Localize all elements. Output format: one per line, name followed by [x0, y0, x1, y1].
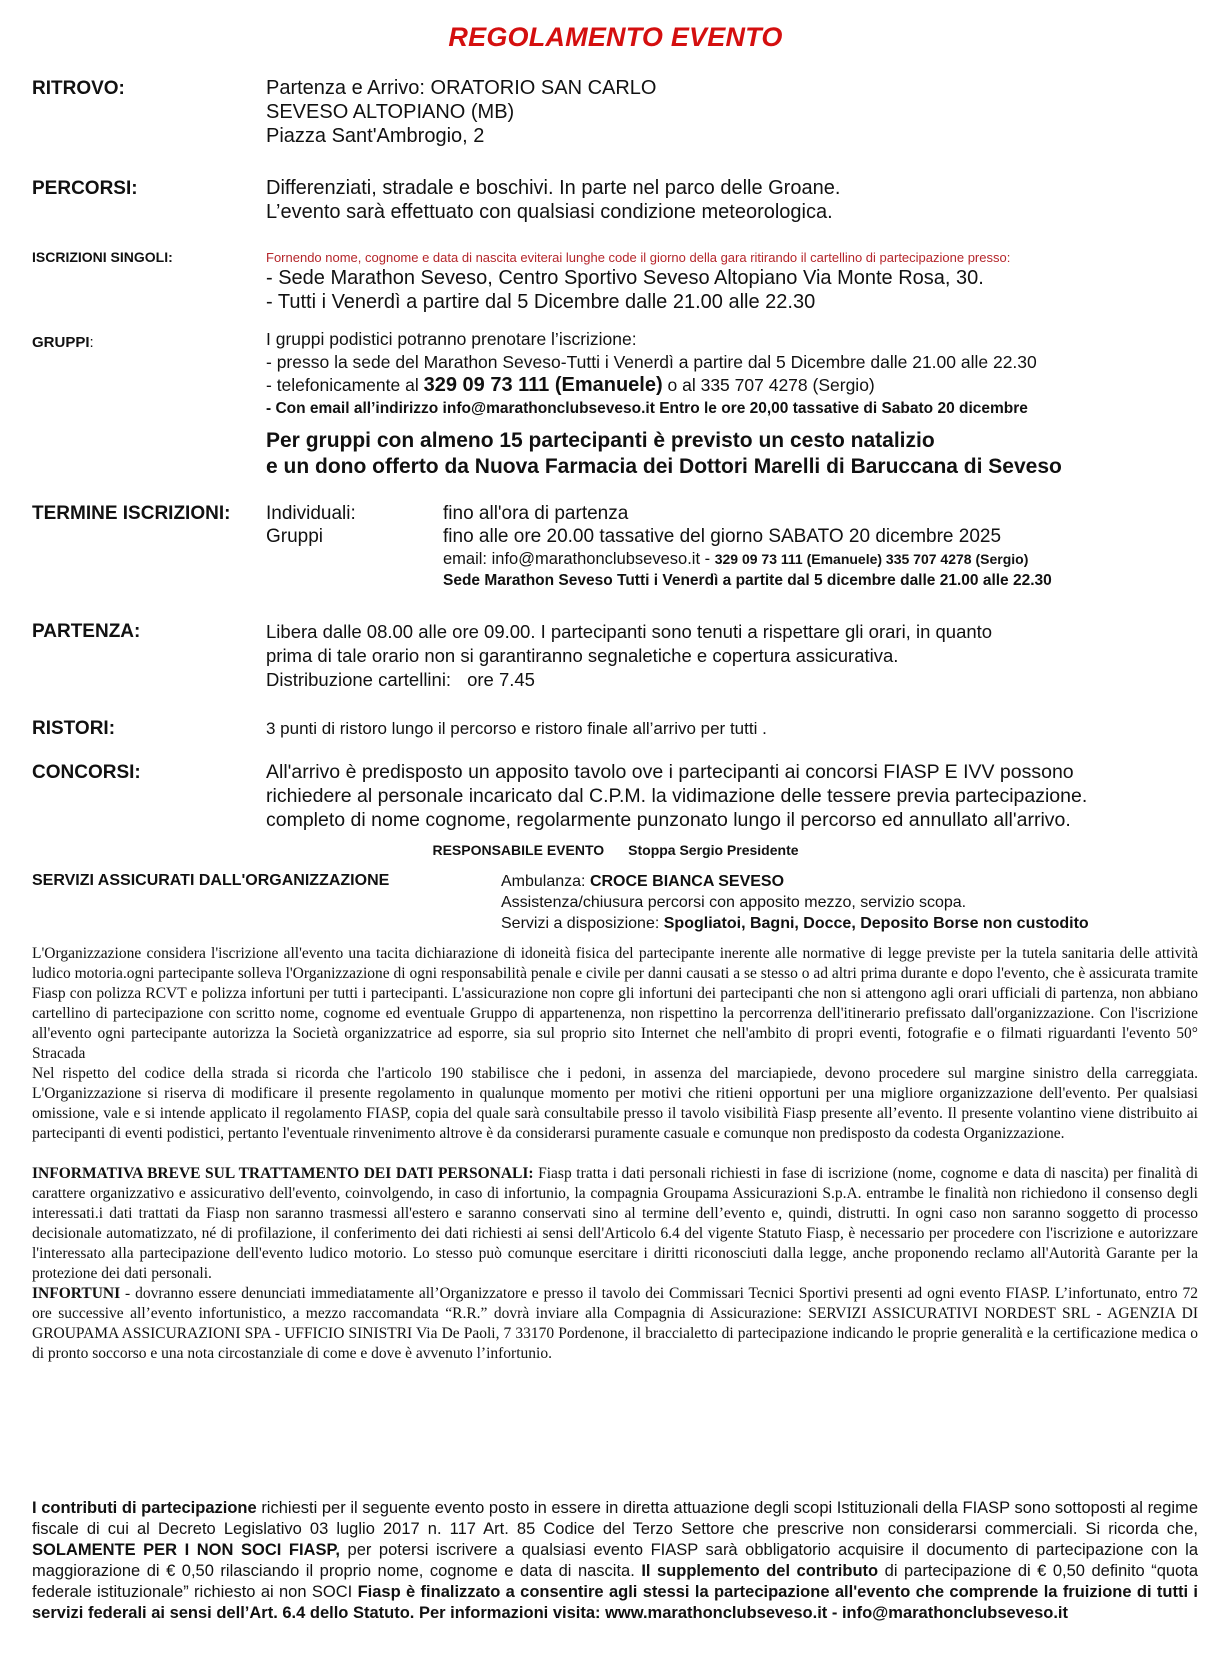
percorsi-label: PERCORSI: [32, 178, 138, 199]
partenza-line: prima di tale orario non si garantiranno segnaletiche e copertura assicurativa. [266, 645, 899, 666]
termine-gruppi-value: fino alle ore 20.00 tassative del giorno SABATO 20 dicembre 2025 [443, 526, 1002, 547]
gruppi-intro: I gruppi podistici potranno prenotare l’iscrizione: [266, 329, 637, 349]
termine-sede-line: Sede Marathon Seveso Tutti i Venerdì a partite dal 5 dicembre dalle 21.00 alle 22.30 [443, 572, 1052, 589]
gruppi-line: - presso la sede del Marathon Seveso-Tutti i Venerdì a partire dal 5 Dicembre dalle 21.00 alle 22.30 [266, 352, 1037, 372]
responsabile-evento [0, 842, 1231, 858]
legal-paragraph-codice-strada: Nel rispetto del codice della strada si ricorda che l'articolo 190 stabilisce che i pedoni, in assenza del marciapiede, devono procedere sul margine sinistro della carreggiata. L'Organizzazione si riserva di modificare il presente regolamento in qualunque momento per motivi che ritieni opportuni per una migliore organizzazione dell'evento. Per qualsiasi omissione, vale e si intende applicato il regolamento FIASP, copia del quale sarà consultabile presso il tavolo visibilità Fiasp presente all’evento. Il presente volantino viene distribuito ai partecipanti di eventi podistici, pertanto l'eventuale rinvenimento altrove è da considerarsi puramente casuale e comunque non predisposto da codesta Organizzazione. [32, 1065, 1198, 1142]
concorsi-line: richiedere al personale incaricato dal C.P.M. la vidimazione delle tessere previa partecipazione. [266, 785, 1088, 807]
iscrizioni-line: - Tutti i Venerdì a partire dal 5 Dicembre dalle 21.00 alle 22.30 [266, 291, 816, 313]
termine-values [443, 502, 1052, 591]
servizi-value [501, 871, 1089, 934]
ritrovo-label: RITROVO: [32, 78, 125, 99]
gruppi-value [266, 328, 1062, 480]
contributi-contacts: Fiasp è finalizzato a consentire agli stessi la partecipazione all'evento che comprende la fruizione di tutti i servizi federali ai sensi dell’Art. 6.4 dello Statuto. Per informazioni visita: www.marathonclubseveso.it - info@marathonclubseveso.it [32, 1583, 1198, 1622]
termine-individuali-label: Individuali: [266, 503, 356, 524]
phone-emanuele: 329 09 73 111 (Emanuele) [423, 374, 663, 396]
responsabile-name: Stoppa Sergio Presidente [628, 842, 799, 858]
partenza-distribuzione: Distribuzione cartellini: ore 7.45 [266, 669, 535, 690]
ritrovo-line: Partenza e Arrivo: ORATORIO SAN CARLO [266, 77, 657, 99]
gruppi-phone-line: - telefonicamente al 329 09 73 111 (Emanuele) o al 335 707 4278 (Sergio) [266, 374, 875, 396]
percorsi-line: Differenziati, stradale e boschivi. In parte nel parco delle Groane. [266, 177, 841, 199]
ristori-label: RISTORI: [32, 718, 116, 739]
gruppi-promo: Per gruppi con almeno 15 partecipanti è previsto un cesto natalizio [266, 429, 935, 452]
privacy-paragraph: INFORMATIVA BREVE SUL TRATTAMENTO DEI DATI PERSONALI: Fiasp tratta i dati personali richiesti in fase di iscrizione (nome, cognome e data di nascita) per finalità di carattere organizzativo e assicurativo dell'evento, coinvolgendo, in caso di infortunio, la compagnia Groupama Assicurazioni S.p.A. entrambe le finalità non richiedono il consenso degli interessati.i dati trattati da Fiasp non saranno trasmessi all'estero e saranno conservati sino al termine dell’evento e, quindi, distrutti. In ogni caso non saranno soggetto di processo decisionale automatizzato, né di profilazione, il conferimento dei dati richiesti ai sensi dell'Articolo 6.4 del vigente Statuto Fiasp, è necessario per procedere con l'iscrizione e autorizzare l'interessato alla partecipazione dell'evento ludico motorio. Lo stesso può comunque esercitare i diritti riconosciuti dalla legge, anche proponendo reclamo all'Autorità Garante per la protezione dei dati personali. [32, 1165, 1198, 1282]
partenza-label: PARTENZA: [32, 621, 141, 642]
concorsi-value [266, 760, 1087, 832]
partenza-line: Libera dalle 08.00 alle ore 09.00. I partecipanti sono tenuti a rispettare gli orari, in quanto [266, 621, 993, 642]
concorsi-line: All'arrivo è predisposto un apposito tavolo ove i partecipanti ai concorsi FIASP E IVV possono [266, 761, 1074, 783]
legal-paragraph-organizzazione: L'Organizzazione considera l'iscrizione all'evento una tacita dichiarazione di idoneità fisica del partecipante inerente alle normative di legge previste per la tutela sanitaria delle attività ludico motoria.ogni partecipante solleva l'Organizzazione di ogni responsabilità penale e civile per danni causati a se stesso o ad altri prima durante e dopo l'evento, che è assicurata tramite Fiasp con polizza RCVT e polizza infortuni per tutti i partecipanti. L'assicurazione non copre gli infortuni dei partecipanti che non si attengono agli orari ufficiali di partenza, non abbiano cartellino di partecipazione con scritto nome, cognome ed eventuale Gruppo di appartenenza, non rispettino la percorrenza dell'itinerario prefissato dall'organizzazione. Con l'iscrizione all'evento ogni partecipante autorizza la Società organizzatrice ad esporre, sia sul proprio sito Internet che nell'ambito di propri eventi, fotografie e o filmati riguardanti l'evento 50° Stracada [32, 945, 1198, 1062]
ritrovo-line: SEVESO ALTOPIANO (MB) [266, 101, 515, 123]
termine-categories [266, 502, 356, 548]
ritrovo-value [266, 76, 657, 148]
partenza-value [266, 620, 992, 692]
concorsi-line: completo di nome cognome, regolarmente punzonato lungo il percorso ed annullato all'arrivo. [266, 809, 1071, 831]
contributi-paragraph: I contributi di partecipazione richiesti per il seguente evento posto in essere in diretta attuazione degli scopi Istituzionali della FIASP sono sottoposti al regime fiscale di cui al Decreto Legislativo 03 luglio 2017 n. 117 Art. 85 Codice del Terzo Settore che prescrive non considerarsi commerciali. Si ricorda che, SOLAMENTE PER I NON SOCI FIASP, per potersi iscrivere a qualsiasi evento FIASP sarà obbligatorio acquisire il documento di partecipazione con la maggiorazione di € 0,50 rilasciando il proprio nome, cognome e data di nascita. Il supplemento del contributo di partecipazione di € 0,50 definito “quota federale istituzionale” richiesto ai non SOCI Fiasp è finalizzato a consentire agli stessi la partecipazione all'evento che comprende la fruizione di tutti i servizi federali ai sensi dell’Art. 6.4 dello Statuto. Per informazioni visita: www.marathonclubseveso.it - info@marathonclubseveso.it [32, 1499, 1199, 1622]
legal-text [32, 944, 1198, 1364]
servizi-ambulanza: Ambulanza: CROCE BIANCA SEVESO [501, 873, 785, 890]
ristori-value: 3 punti di ristoro lungo il percorso e ristoro finale all’arrivo per tutti . [266, 719, 767, 738]
gruppi-label: GRUPPI: [32, 334, 94, 351]
ritrovo-line: Piazza Sant'Ambrogio, 2 [266, 125, 485, 147]
infortuni-title: INFORTUNI [32, 1285, 121, 1302]
termine-email-line: email: info@marathonclubseveso.it - 329 09 73 111 (Emanuele) 335 707 4278 (Sergio) [443, 550, 1029, 568]
gruppi-promo: e un dono offerto da Nuova Farmacia dei Dottori Marelli di Baruccana di Seveso [266, 455, 1062, 478]
gruppi-email-line: - Con email all’indirizzo info@marathonclubseveso.it Entro le ore 20,00 tassative di Sabato 20 dicembre [266, 400, 1028, 417]
document-title: REGOLAMENTO EVENTO [448, 22, 783, 52]
infortuni-paragraph: INFORTUNI - dovranno essere denunciati immediatamente all’Organizzatore e presso il tavolo dei Commissari Tecnici Sportivi presenti ad ogni evento FIASP. L’infortunato, entro 72 ore successive all’evento infortunistico, a mezzo raccomandata “R.R.” dovrà inviare alla Compagnia di Assicurazione: SERVIZI ASSICURATIVI NORDEST SRL - AGENZIA DI GROUPAMA ASSICURAZIONI SPA - UFFICIO SINISTRI Via De Paoli, 7 33170 Pordenone, il braccialetto di partecipazione indicando le proprie generalità e la certificazione medica o di pronto soccorso e una nota circostanziale di come e dove è avvenuto l’infortunio. [32, 1285, 1198, 1362]
iscrizioni-note: Fornendo nome, cognome e data di nascita eviterai lunghe code il giorno della gara ritirando il cartellino di partecipazione presso: [266, 250, 1011, 265]
termine-label: TERMINE ISCRIZIONI: [32, 503, 231, 524]
percorsi-line: L’evento sarà effettuato con qualsiasi condizione meteorologica. [266, 201, 833, 223]
concorsi-label: CONCORSI: [32, 762, 141, 783]
iscrizioni-singoli-value [266, 249, 1010, 314]
servizi-disposizione: Servizi a disposizione: Spogliatoi, Bagni, Docce, Deposito Borse non custodito [501, 915, 1089, 932]
iscrizioni-line: - Sede Marathon Seveso, Centro Sportivo Seveso Altopiano Via Monte Rosa, 30. [266, 267, 984, 289]
percorsi-value [266, 176, 840, 224]
servizi-assistenza: Assistenza/chiusura percorsi con apposito mezzo, servizio scopa. [501, 894, 967, 911]
privacy-title: INFORMATIVA BREVE SUL TRATTAMENTO DEI DATI PERSONALI: [32, 1165, 534, 1182]
servizi-label: SERVIZI ASSICURATI DALL'ORGANIZZAZIONE [32, 872, 390, 889]
responsabile-label: RESPONSABILE EVENTO [432, 842, 605, 858]
termine-individuali-value: fino all'ora di partenza [443, 503, 629, 524]
iscrizioni-singoli-label: ISCRIZIONI SINGOLI: [32, 249, 173, 265]
termine-gruppi-label: Gruppi [266, 526, 324, 547]
